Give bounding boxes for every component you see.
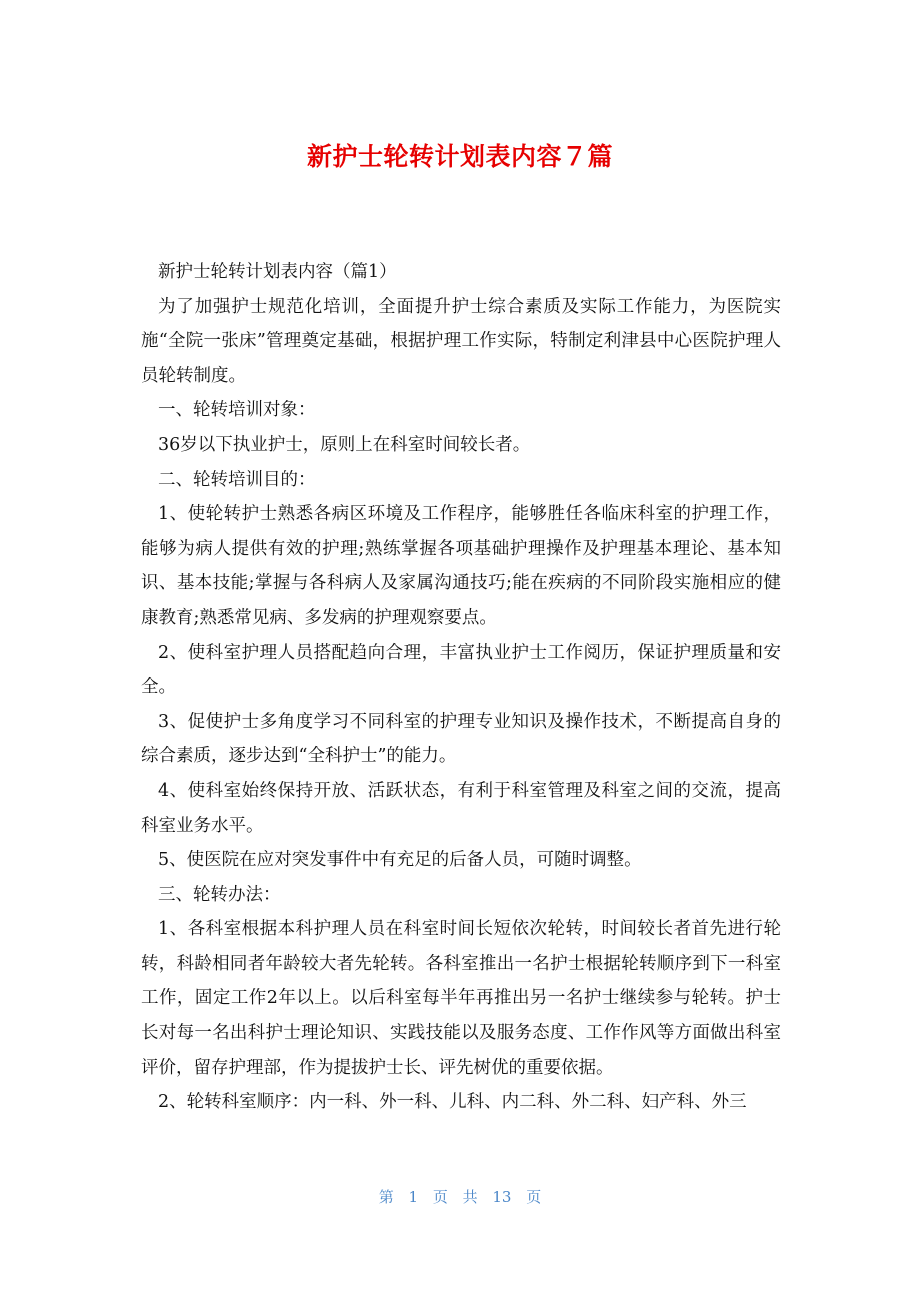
paragraph: 2、轮转科室顺序：内一科、外一科、儿科、内二科、外二科、妇产科、外三	[158, 1092, 747, 1113]
paragraph: 1、各科室根据本科护理人员在科室时间长短依次轮转，时间较长者首先进行轮转，科龄相同者年龄较大者先轮转。各科室推出一名护士根据轮转顺序到下一科室工作，固定工作2年以上。以后科室每半年再推出另一名护士继续参与轮转。护士长对每一名出科护士理论知识、实践技能以及服务态度、工作作风等方面做出科室评价，留存护理部，作为提拔护士长、评先树优的重要依据。	[141, 919, 781, 1078]
paragraph: 2、使科室护理人员搭配趋向合理，丰富执业护士工作阅历，保证护理质量和安全。	[141, 642, 781, 698]
section-heading: 二、轮转培训目的：	[158, 469, 316, 490]
document-title: 新护士轮转计划表内容７篇	[306, 142, 613, 171]
paragraph: 5、使医院在应对突发事件中有充足的后备人员，可随时调整。	[158, 850, 642, 871]
page-footer: 第 1 页 共 13 页	[378, 1188, 542, 1206]
section-heading: 新护士轮转计划表内容（篇1）	[158, 262, 397, 282]
paragraph: 36岁以下执业护士，原则上在科室时间较长者。	[158, 434, 531, 455]
paragraph: 3、促使护士多角度学习不同科室的护理专业知识及操作技术，不断提高自身的综合素质，逐步达到“全科护士”的能力。	[141, 711, 781, 767]
section-heading: 三、轮转办法：	[158, 884, 281, 905]
paragraph: 1、使轮转护士熟悉各病区环境及工作程序，能够胜任各临床科室的护理工作，能够为病人提供有效的护理;熟练掌握各项基础护理操作及护理基本理论、基本知识、基本技能;掌握与各科病人及家属沟通技巧;能在疾病的不同阶段实施相应的健康教育;熟悉常见病、多发病的护理观察要点。	[141, 504, 781, 628]
paragraph: 为了加强护士规范化培训，全面提升护士综合素质及实际工作能力，为医院实施“全院一张床”管理奠定基础，根据护理工作实际，特制定利津县中心医院护理人员轮转制度。	[141, 296, 781, 386]
section-heading: 一、轮转培训对象：	[158, 400, 316, 421]
paragraph: 4、使科室始终保持开放、活跃状态，有利于科室管理及科室之间的交流，提高科室业务水平。	[141, 780, 781, 836]
document-body	[141, 255, 781, 1120]
